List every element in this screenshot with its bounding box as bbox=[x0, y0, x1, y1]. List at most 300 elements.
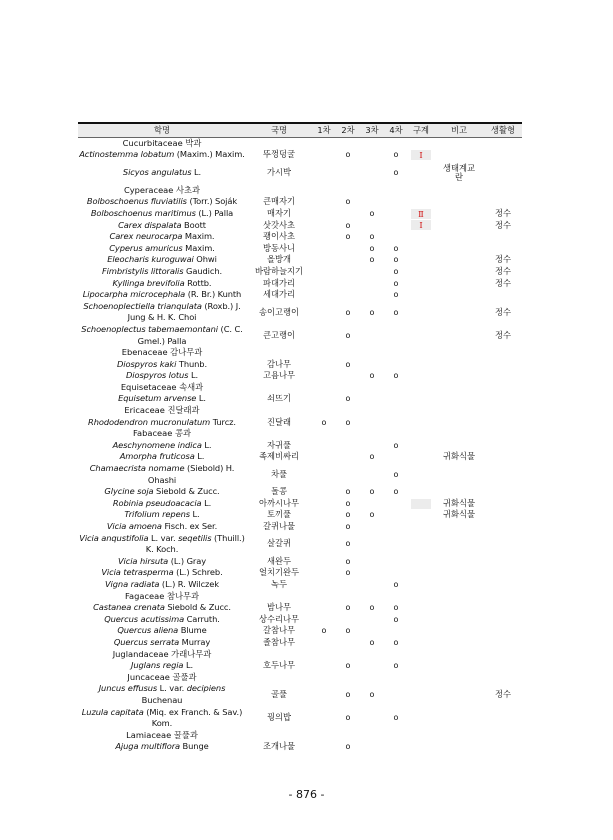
empty-cell bbox=[384, 428, 408, 440]
author-name-part: Ohwi bbox=[193, 254, 217, 265]
latin-name-part: Castanea crenata bbox=[93, 602, 165, 613]
survey-3-mark bbox=[360, 161, 384, 185]
empty-cell bbox=[360, 405, 384, 417]
empty-cell bbox=[384, 405, 408, 417]
species-row bbox=[78, 614, 522, 626]
korean-name: 새완두 bbox=[266, 555, 292, 566]
empty-cell bbox=[360, 382, 384, 394]
life-form bbox=[484, 440, 522, 452]
empty-cell bbox=[246, 405, 312, 417]
korean-name: 가시박 bbox=[266, 166, 292, 177]
survey-4-mark: o bbox=[393, 150, 399, 160]
korean-name: 큰매자기 bbox=[262, 196, 296, 207]
survey-3-mark bbox=[360, 625, 384, 637]
survey-2-mark bbox=[336, 243, 360, 255]
korean-name: 송이고랭이 bbox=[258, 306, 300, 317]
author-name-part: Blume bbox=[178, 625, 207, 636]
floristic-class bbox=[408, 324, 434, 347]
survey-3-mark: o bbox=[369, 243, 375, 253]
life-form: 정수 bbox=[494, 329, 512, 340]
empty-cell bbox=[312, 347, 336, 359]
empty-cell bbox=[312, 428, 336, 440]
life-form bbox=[484, 625, 522, 637]
author-name-part: Rottb. bbox=[184, 277, 212, 288]
korean-name: 뚜껑덩굴 bbox=[262, 149, 296, 160]
species-row bbox=[78, 301, 522, 324]
survey-1-mark bbox=[312, 579, 336, 591]
floristic-class bbox=[408, 556, 434, 568]
remarks bbox=[434, 370, 484, 382]
remarks bbox=[434, 149, 484, 161]
remarks bbox=[434, 556, 484, 568]
family-row bbox=[78, 185, 522, 197]
empty-cell bbox=[360, 428, 384, 440]
author-name-part: (L.) Gray bbox=[168, 555, 206, 566]
author-name-part: (Maxim.) Maxim. bbox=[174, 149, 245, 160]
floristic-class bbox=[408, 289, 434, 301]
empty-cell bbox=[360, 591, 384, 603]
empty-cell bbox=[360, 347, 384, 359]
species-row bbox=[78, 556, 522, 568]
survey-4-mark: o bbox=[393, 266, 399, 276]
survey-2-mark: o bbox=[345, 417, 351, 427]
survey-3-mark bbox=[360, 498, 384, 510]
survey-1-mark: o bbox=[321, 626, 327, 636]
scientific-name bbox=[78, 393, 246, 405]
header-survey-4: 4차 bbox=[384, 123, 408, 137]
empty-cell bbox=[408, 591, 434, 603]
survey-1-mark bbox=[312, 660, 336, 672]
survey-4-mark bbox=[384, 498, 408, 510]
scientific-name bbox=[78, 359, 246, 371]
author-name-part: (L.) Palla bbox=[195, 207, 234, 218]
life-form bbox=[484, 498, 522, 510]
floristic-class bbox=[408, 521, 434, 533]
page-number: - 876 - bbox=[288, 788, 325, 801]
empty-cell bbox=[312, 382, 336, 394]
header-floristic-class: 구계 bbox=[408, 123, 434, 137]
survey-1-mark bbox=[312, 567, 336, 579]
remarks bbox=[434, 660, 484, 672]
scientific-name bbox=[78, 521, 246, 533]
author-name-part: L. bbox=[201, 497, 212, 508]
author-name-part: L. bbox=[196, 393, 206, 404]
header-scientific-name: 학명 bbox=[78, 123, 246, 137]
life-form bbox=[484, 741, 522, 753]
empty-cell bbox=[312, 137, 336, 149]
life-form: 정수 bbox=[494, 254, 512, 265]
scientific-name bbox=[78, 614, 246, 626]
latin-name-part: Bolboschoenus fluviatilis bbox=[86, 196, 187, 207]
empty-cell bbox=[408, 347, 434, 359]
survey-1-mark bbox=[312, 486, 336, 498]
life-form bbox=[484, 451, 522, 463]
survey-2-mark: o bbox=[345, 232, 351, 242]
empty-cell bbox=[434, 591, 484, 603]
survey-3-mark bbox=[360, 220, 384, 232]
korean-name: 방동사니 bbox=[262, 242, 296, 253]
survey-2-mark: o bbox=[345, 539, 351, 549]
latin-name-part: Equisetum arvense bbox=[118, 393, 197, 404]
survey-3-mark: o bbox=[369, 232, 375, 242]
author-name-part: L. var. bbox=[157, 683, 187, 694]
korean-name: 골풀 bbox=[270, 689, 288, 700]
author-name-part: (C. C. Gmel.) Palla bbox=[137, 323, 243, 346]
korean-name: 고욤나무 bbox=[262, 370, 296, 381]
remarks bbox=[434, 637, 484, 649]
scientific-name bbox=[78, 533, 246, 556]
empty-cell bbox=[336, 185, 360, 197]
empty-cell bbox=[408, 137, 434, 149]
species-row bbox=[78, 567, 522, 579]
survey-4-mark bbox=[384, 220, 408, 232]
species-row bbox=[78, 486, 522, 498]
survey-3-mark bbox=[360, 463, 384, 486]
survey-4-mark: o bbox=[393, 290, 399, 300]
empty-cell bbox=[434, 347, 484, 359]
remarks bbox=[434, 220, 484, 232]
remarks bbox=[434, 440, 484, 452]
survey-1-mark: o bbox=[321, 417, 327, 427]
life-form bbox=[484, 463, 522, 486]
species-row bbox=[78, 683, 522, 706]
korean-name: 매자기 bbox=[266, 207, 292, 218]
survey-2-mark bbox=[336, 614, 360, 626]
survey-2-mark bbox=[336, 254, 360, 266]
empty-cell bbox=[434, 428, 484, 440]
survey-3-mark: o bbox=[369, 452, 375, 462]
author-name-part: (L.) R. Wilczek bbox=[159, 578, 220, 589]
life-form bbox=[484, 602, 522, 614]
korean-name: 감나무 bbox=[266, 358, 292, 369]
empty-cell bbox=[360, 649, 384, 661]
species-row bbox=[78, 417, 522, 429]
family-name: Juglandaceae 가래나무과 bbox=[112, 648, 212, 659]
floristic-class bbox=[408, 149, 434, 161]
empty-cell bbox=[336, 649, 360, 661]
remarks bbox=[434, 741, 484, 753]
survey-4-mark: o bbox=[393, 614, 399, 624]
scientific-name bbox=[78, 196, 246, 208]
korean-name: 족제비싸리 bbox=[258, 451, 300, 462]
remarks: 귀화식물 bbox=[442, 497, 476, 508]
survey-1-mark bbox=[312, 393, 336, 405]
survey-3-mark: o bbox=[369, 510, 375, 520]
korean-name: 아까시나무 bbox=[258, 497, 300, 508]
species-row bbox=[78, 324, 522, 347]
korean-name: 갈퀴나물 bbox=[262, 521, 296, 531]
species-row bbox=[78, 660, 522, 672]
survey-4-mark: o bbox=[393, 440, 399, 450]
latin-name-part: Vigna radiata bbox=[104, 578, 160, 589]
family-row bbox=[78, 428, 522, 440]
empty-cell bbox=[336, 347, 360, 359]
latin-name-part: Carex dispalata bbox=[118, 219, 182, 230]
empty-cell bbox=[336, 137, 360, 149]
empty-cell bbox=[408, 185, 434, 197]
empty-cell bbox=[408, 382, 434, 394]
survey-1-mark bbox=[312, 243, 336, 255]
survey-4-mark: o bbox=[393, 487, 399, 497]
survey-1-mark bbox=[312, 509, 336, 521]
latin-name-part: Vicia hirsuta bbox=[117, 555, 169, 566]
floristic-class bbox=[408, 278, 434, 290]
life-form bbox=[484, 370, 522, 382]
latin-name-part: Diospyros kaki bbox=[116, 358, 177, 369]
survey-4-mark bbox=[384, 567, 408, 579]
korean-name: 괭이사초 bbox=[262, 231, 296, 242]
latin-name-part: Luzula capitata bbox=[81, 706, 144, 717]
survey-3-mark: o bbox=[369, 487, 375, 497]
floristic-class bbox=[408, 196, 434, 208]
life-form bbox=[484, 660, 522, 672]
survey-3-mark bbox=[360, 266, 384, 278]
empty-cell bbox=[384, 382, 408, 394]
scientific-name bbox=[78, 324, 246, 347]
survey-3-mark bbox=[360, 660, 384, 672]
survey-3-mark bbox=[360, 359, 384, 371]
species-row bbox=[78, 440, 522, 452]
korean-name: 상수리나무 bbox=[258, 613, 300, 624]
survey-4-mark: o bbox=[393, 469, 399, 479]
korean-name: 삿갓사초 bbox=[262, 219, 296, 230]
author-name-part: Carruth. bbox=[184, 613, 220, 624]
life-form bbox=[484, 567, 522, 579]
remarks: 귀화식물 bbox=[442, 451, 476, 462]
species-table bbox=[78, 122, 522, 753]
latin-name-part: Fimbristylis littoralis bbox=[101, 265, 184, 276]
species-row bbox=[78, 359, 522, 371]
species-row bbox=[78, 149, 522, 161]
empty-cell bbox=[360, 672, 384, 684]
empty-cell bbox=[408, 730, 434, 742]
scientific-name bbox=[78, 602, 246, 614]
life-form bbox=[484, 521, 522, 533]
empty-cell bbox=[246, 185, 312, 197]
survey-2-mark: o bbox=[345, 498, 351, 508]
remarks bbox=[434, 231, 484, 243]
remarks bbox=[434, 324, 484, 347]
scientific-name bbox=[78, 220, 246, 232]
life-form bbox=[484, 196, 522, 208]
floristic-class bbox=[408, 614, 434, 626]
floristic-class bbox=[408, 509, 434, 521]
author-name-part: Turcz. bbox=[210, 416, 236, 427]
life-form bbox=[484, 243, 522, 255]
life-form: 정수 bbox=[494, 306, 512, 317]
empty-cell bbox=[360, 730, 384, 742]
empty-cell bbox=[484, 428, 522, 440]
empty-cell bbox=[312, 591, 336, 603]
scientific-name bbox=[78, 370, 246, 382]
korean-name: 세대가리 bbox=[262, 289, 296, 300]
survey-3-mark: o bbox=[369, 637, 375, 647]
floristic-class bbox=[408, 486, 434, 498]
survey-3-mark: o bbox=[369, 307, 375, 317]
floristic-class bbox=[408, 231, 434, 243]
survey-4-mark bbox=[384, 196, 408, 208]
floristic-class bbox=[408, 463, 434, 486]
survey-3-mark bbox=[360, 614, 384, 626]
author-name-part: (Torr.) Soják bbox=[186, 196, 238, 207]
empty-cell bbox=[312, 672, 336, 684]
empty-cell bbox=[336, 730, 360, 742]
survey-2-mark: o bbox=[345, 197, 351, 207]
life-form bbox=[484, 393, 522, 405]
survey-1-mark bbox=[312, 451, 336, 463]
latin-name-part: Vicia anqustifolia bbox=[79, 532, 149, 543]
floristic-class bbox=[408, 602, 434, 614]
life-form: 정수 bbox=[494, 277, 512, 288]
empty-cell bbox=[336, 428, 360, 440]
survey-4-mark bbox=[384, 521, 408, 533]
korean-name: 얼치기완두 bbox=[258, 567, 300, 578]
empty-cell bbox=[384, 672, 408, 684]
survey-1-mark bbox=[312, 614, 336, 626]
species-row bbox=[78, 741, 522, 753]
author-name-part: Boott bbox=[181, 219, 206, 230]
scientific-name bbox=[78, 567, 246, 579]
empty-cell bbox=[312, 405, 336, 417]
korean-name: 바람하늘지기 bbox=[254, 265, 304, 276]
empty-cell bbox=[434, 730, 484, 742]
life-form bbox=[484, 231, 522, 243]
survey-3-mark: o bbox=[369, 208, 375, 218]
empty-cell bbox=[336, 405, 360, 417]
family-name: Ebenaceae 감나무과 bbox=[121, 347, 203, 358]
survey-3-mark bbox=[360, 440, 384, 452]
empty-cell bbox=[246, 137, 312, 149]
floristic-class-badge: Ⅱ bbox=[411, 209, 431, 219]
latin-name-part: Lipocarpha microcephala bbox=[82, 289, 186, 300]
species-row bbox=[78, 637, 522, 649]
empty-cell bbox=[312, 730, 336, 742]
remarks bbox=[434, 683, 484, 706]
korean-name: 큰고랭이 bbox=[262, 329, 296, 340]
scientific-name bbox=[78, 417, 246, 429]
empty-cell bbox=[384, 649, 408, 661]
floristic-class bbox=[408, 707, 434, 730]
floristic-class bbox=[408, 370, 434, 382]
family-row bbox=[78, 591, 522, 603]
table-header bbox=[78, 123, 522, 137]
survey-1-mark bbox=[312, 683, 336, 706]
author-name-part: L. bbox=[194, 451, 205, 462]
floristic-class bbox=[408, 451, 434, 463]
floristic-class bbox=[408, 243, 434, 255]
species-row bbox=[78, 266, 522, 278]
life-form: 정수 bbox=[494, 207, 512, 218]
survey-1-mark bbox=[312, 220, 336, 232]
survey-4-mark bbox=[384, 683, 408, 706]
survey-3-mark bbox=[360, 579, 384, 591]
family-row bbox=[78, 672, 522, 684]
survey-4-mark: o bbox=[393, 637, 399, 647]
family-row bbox=[78, 649, 522, 661]
species-row bbox=[78, 231, 522, 243]
korean-name: 호두나무 bbox=[262, 660, 296, 671]
survey-1-mark bbox=[312, 149, 336, 161]
floristic-class bbox=[408, 498, 434, 510]
survey-1-mark bbox=[312, 324, 336, 347]
remarks bbox=[434, 254, 484, 266]
header-survey-2: 2차 bbox=[336, 123, 360, 137]
survey-3-mark: o bbox=[369, 690, 375, 700]
life-form: 정수 bbox=[494, 265, 512, 276]
survey-4-mark bbox=[384, 509, 408, 521]
survey-3-mark bbox=[360, 278, 384, 290]
empty-cell bbox=[246, 382, 312, 394]
life-form bbox=[484, 579, 522, 591]
latin-name-part: Quercus aliena bbox=[117, 625, 179, 636]
korean-name: 녹두 bbox=[270, 578, 288, 589]
scientific-name bbox=[78, 208, 246, 220]
species-row bbox=[78, 243, 522, 255]
latin-name-part: Ajuga multiflora bbox=[115, 741, 180, 752]
empty-cell bbox=[336, 672, 360, 684]
author-name-part: Siebold & Zucc. bbox=[153, 486, 220, 497]
empty-cell bbox=[336, 382, 360, 394]
latin-name-part: Amorpha fruticosa bbox=[119, 451, 195, 462]
floristic-class bbox=[408, 393, 434, 405]
latin-name-part: Sicyos angulatus bbox=[122, 166, 192, 177]
author-name-part: L. bbox=[188, 370, 199, 381]
survey-4-mark: o bbox=[393, 243, 399, 253]
korean-name: 살갈퀴 bbox=[266, 538, 292, 549]
korean-name: 진달래 bbox=[266, 416, 292, 427]
empty-cell bbox=[434, 382, 484, 394]
korean-name: 갈참나무 bbox=[262, 625, 296, 636]
survey-1-mark bbox=[312, 359, 336, 371]
family-name: Equisetaceae 속새과 bbox=[120, 381, 204, 392]
survey-1-mark bbox=[312, 556, 336, 568]
author-name-part: Buchenau bbox=[141, 694, 183, 705]
scientific-name bbox=[78, 579, 246, 591]
empty-cell bbox=[408, 428, 434, 440]
latin-name-part: Quercus acutissima bbox=[104, 613, 185, 624]
empty-cell bbox=[246, 347, 312, 359]
remarks bbox=[434, 417, 484, 429]
survey-1-mark bbox=[312, 602, 336, 614]
survey-3-mark bbox=[360, 556, 384, 568]
latin-name-part: Quercus serrata bbox=[113, 636, 180, 647]
survey-4-mark bbox=[384, 741, 408, 753]
survey-4-mark bbox=[384, 533, 408, 556]
empty-cell bbox=[484, 382, 522, 394]
life-form bbox=[484, 417, 522, 429]
survey-2-mark bbox=[336, 463, 360, 486]
survey-2-mark: o bbox=[345, 626, 351, 636]
latin-name-part: Robinia pseudoacacia bbox=[112, 497, 202, 508]
empty-cell bbox=[484, 591, 522, 603]
survey-3-mark bbox=[360, 533, 384, 556]
survey-2-mark bbox=[336, 370, 360, 382]
scientific-name bbox=[78, 741, 246, 753]
korean-name: 토끼풀 bbox=[266, 509, 292, 520]
header-remarks: 비고 bbox=[434, 123, 484, 137]
empty-cell bbox=[408, 649, 434, 661]
empty-cell bbox=[384, 137, 408, 149]
life-form: 정수 bbox=[494, 219, 512, 230]
scientific-name bbox=[78, 243, 246, 255]
empty-cell bbox=[484, 137, 522, 149]
survey-4-mark bbox=[384, 556, 408, 568]
survey-2-mark bbox=[336, 208, 360, 220]
empty-cell bbox=[360, 185, 384, 197]
survey-1-mark bbox=[312, 741, 336, 753]
survey-1-mark bbox=[312, 196, 336, 208]
floristic-class bbox=[408, 254, 434, 266]
